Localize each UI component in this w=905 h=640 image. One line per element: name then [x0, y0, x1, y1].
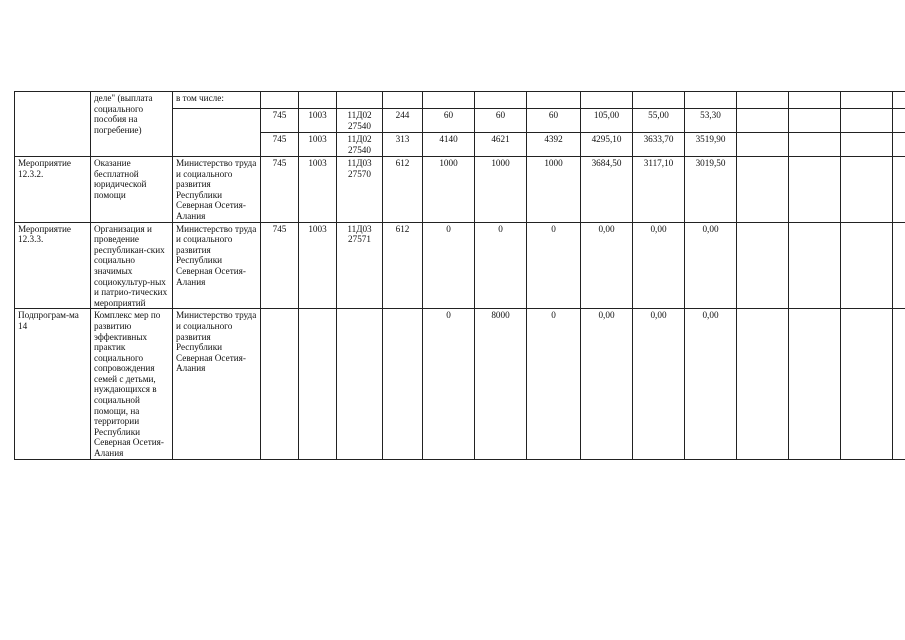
- cell-value: [841, 222, 893, 309]
- cell-value: 4392: [527, 133, 581, 157]
- cell-value: [633, 92, 685, 109]
- cell-value: 3684,50: [581, 157, 633, 223]
- cell-value: [893, 309, 905, 459]
- cell-value: [789, 92, 841, 109]
- cell-value: 60: [475, 109, 527, 133]
- cell-program-name: деле" (выплата социального пособия на погребение): [91, 92, 173, 157]
- cell-value: 1003: [299, 133, 337, 157]
- cell-value: [841, 309, 893, 459]
- cell-value: 0: [527, 309, 581, 459]
- cell-value: 1000: [527, 157, 581, 223]
- cell-value: [423, 92, 475, 109]
- cell-value: 3117,10: [633, 157, 685, 223]
- cell-value: [383, 92, 423, 109]
- cell-value: [737, 309, 789, 459]
- table-row: [15, 222, 905, 309]
- cell-value: 0: [475, 222, 527, 309]
- cell-value: 313: [383, 133, 423, 157]
- cell-value: [737, 92, 789, 109]
- cell-value: 0: [527, 222, 581, 309]
- cell-program-code: Мероприятие 12.3.2.: [15, 157, 91, 223]
- cell-value: [841, 133, 893, 157]
- cell-value: [789, 133, 841, 157]
- cell-executor: Министерство труда и социального развития Республики Северная Осетия-Алания: [173, 157, 261, 223]
- cell-value: 745: [261, 109, 299, 133]
- cell-value: [841, 92, 893, 109]
- cell-value: 55,00: [633, 109, 685, 133]
- cell-value: 244: [383, 109, 423, 133]
- cell-value: 53,30: [685, 109, 737, 133]
- cell-value: [527, 92, 581, 109]
- cell-value: 11Д03 27571: [337, 222, 383, 309]
- cell-value: 0,00: [633, 222, 685, 309]
- cell-value: [475, 92, 527, 109]
- cell-value: [581, 92, 633, 109]
- cell-value: [737, 109, 789, 133]
- cell-value: 745: [261, 222, 299, 309]
- cell-value: [383, 309, 423, 459]
- cell-value: [737, 133, 789, 157]
- cell-value: 0,00: [581, 222, 633, 309]
- cell-value: 105,00: [581, 109, 633, 133]
- cell-value: 3019,50: [685, 157, 737, 223]
- cell-value: 11Д02 27540: [337, 133, 383, 157]
- cell-program-name: Организация и проведение республикан-ских социально значимых социокультур-ных и патрио-тических мероприятий: [91, 222, 173, 309]
- cell-value: 60: [423, 109, 475, 133]
- cell-value: 4295,10: [581, 133, 633, 157]
- cell-value: 11Д02 27540: [337, 109, 383, 133]
- table-row: [15, 157, 905, 223]
- cell-value: 612: [383, 157, 423, 223]
- cell-value: [299, 92, 337, 109]
- cell-value: 0: [423, 309, 475, 459]
- cell-value: 3519,90: [685, 133, 737, 157]
- table-body: [15, 92, 905, 460]
- cell-value: [789, 222, 841, 309]
- cell-value: 3633,70: [633, 133, 685, 157]
- cell-value: [337, 309, 383, 459]
- cell-value: 1003: [299, 109, 337, 133]
- cell-value: [299, 309, 337, 459]
- cell-executor: в том числе:: [173, 92, 261, 109]
- cell-value: [337, 92, 383, 109]
- cell-value: [261, 92, 299, 109]
- cell-executor: Министерство труда и социального развития Республики Северная Осетия-Алания: [173, 309, 261, 459]
- cell-value: [737, 157, 789, 223]
- cell-value: 1000: [423, 157, 475, 223]
- cell-value: [893, 222, 905, 309]
- table-row: [15, 92, 905, 109]
- cell-value: 745: [261, 157, 299, 223]
- cell-value: [261, 309, 299, 459]
- cell-value: [893, 109, 905, 133]
- cell-value: 0,00: [685, 222, 737, 309]
- cell-value: 11Д03 27570: [337, 157, 383, 223]
- cell-value: [737, 222, 789, 309]
- cell-value: [789, 109, 841, 133]
- cell-value: 1003: [299, 157, 337, 223]
- cell-value: [893, 133, 905, 157]
- cell-value: 1003: [299, 222, 337, 309]
- cell-value: 0: [423, 222, 475, 309]
- cell-value: 0,00: [581, 309, 633, 459]
- cell-value: 612: [383, 222, 423, 309]
- cell-program-code: Подпрограм-ма 14: [15, 309, 91, 459]
- cell-value: 0,00: [633, 309, 685, 459]
- cell-program-code: [15, 92, 91, 157]
- cell-program-code: Мероприятие 12.3.3.: [15, 222, 91, 309]
- cell-value: [893, 92, 905, 109]
- cell-value: [893, 157, 905, 223]
- cell-executor: [173, 109, 261, 157]
- cell-value: 4621: [475, 133, 527, 157]
- cell-value: 60: [527, 109, 581, 133]
- cell-executor: Министерство труда и социального развития Республики Северная Осетия-Алания: [173, 222, 261, 309]
- cell-value: 1000: [475, 157, 527, 223]
- cell-value: [789, 309, 841, 459]
- cell-value: 745: [261, 133, 299, 157]
- cell-value: [841, 157, 893, 223]
- budget-table: [14, 91, 905, 460]
- cell-value: [841, 109, 893, 133]
- table-row: [15, 309, 905, 459]
- cell-value: 0,00: [685, 309, 737, 459]
- cell-program-name: Комплекс мер по развитию эффективных практик социального сопровождения семей с детьми, нуждающихся в социальной помощи, на территории Республики Северная Осетия-Алания: [91, 309, 173, 459]
- cell-value: 8000: [475, 309, 527, 459]
- cell-program-name: Оказание бесплатной юридической помощи: [91, 157, 173, 223]
- cell-value: 4140: [423, 133, 475, 157]
- cell-value: [789, 157, 841, 223]
- cell-value: [685, 92, 737, 109]
